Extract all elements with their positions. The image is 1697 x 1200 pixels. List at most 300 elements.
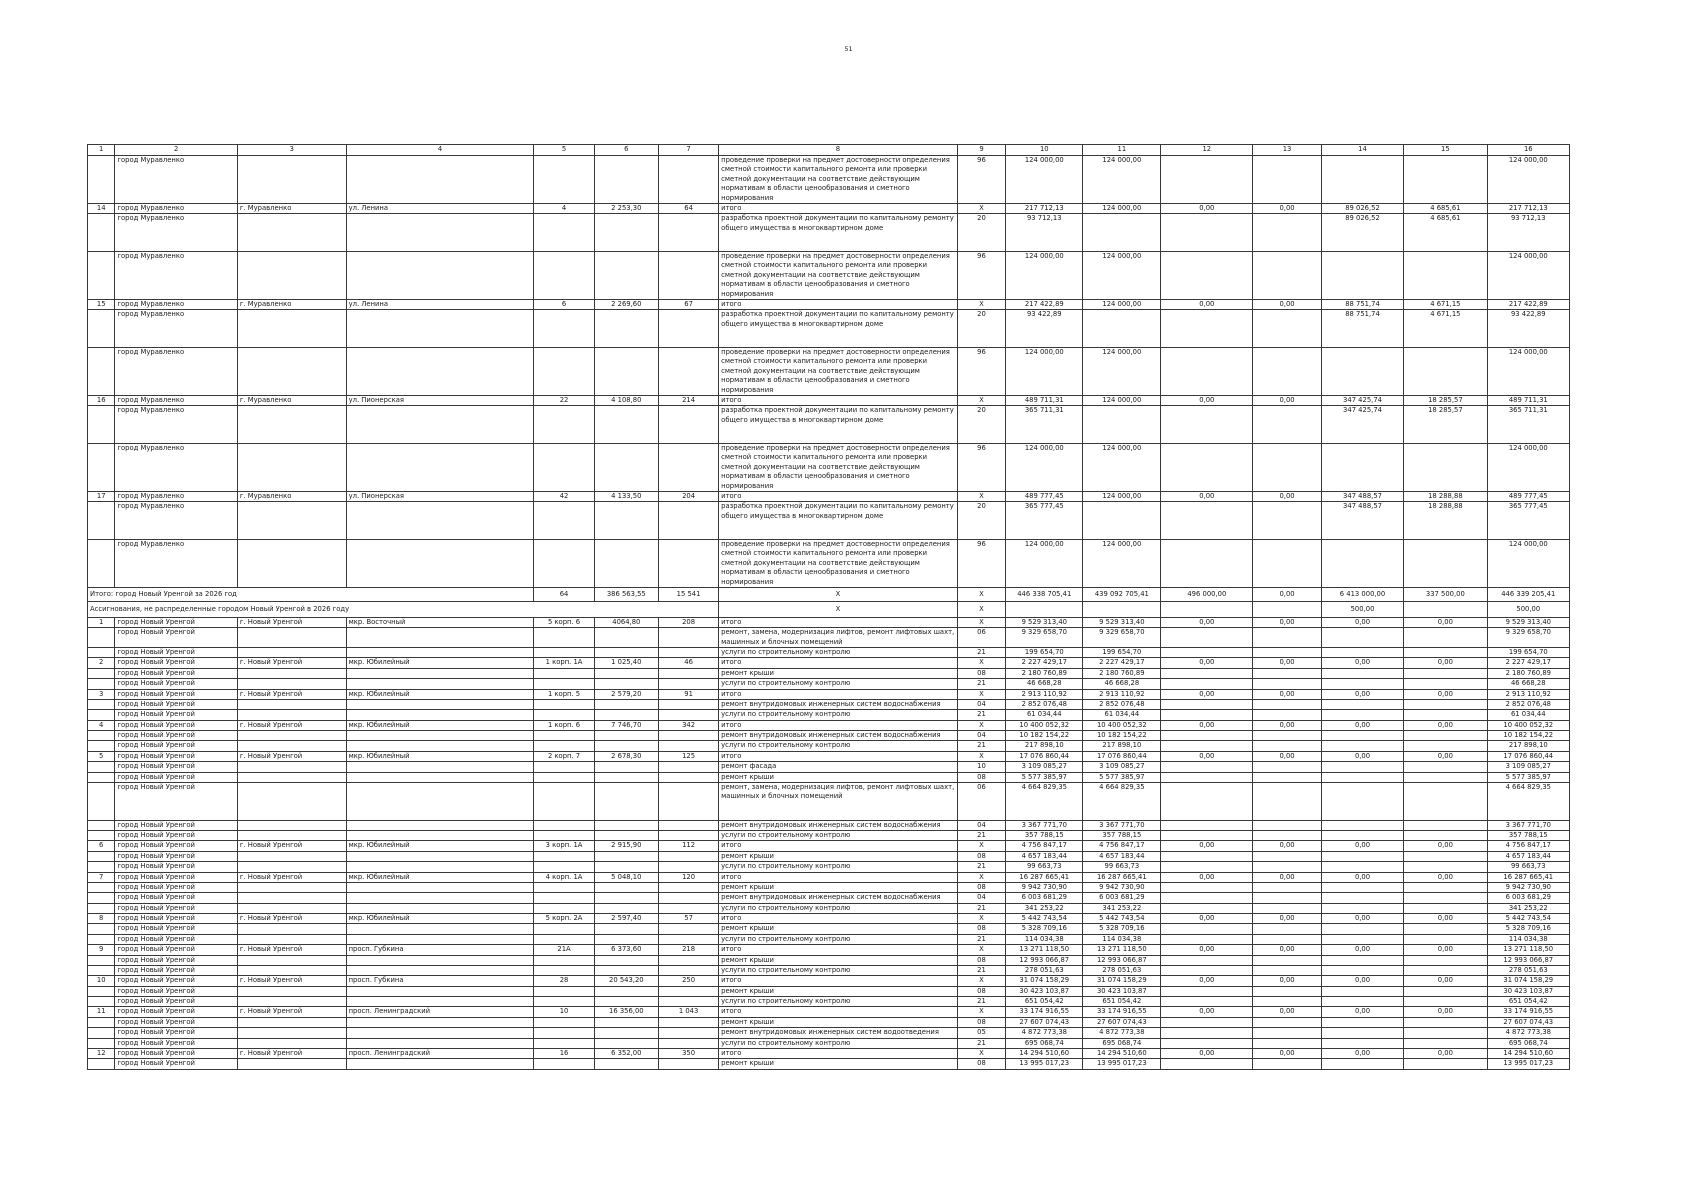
work-item-row [88,851,1570,861]
work-item-row [88,214,1570,252]
residents [659,862,719,872]
source-3: 0,00 [1253,395,1322,405]
work-item-row [88,444,1570,492]
municipality: город Новый Уренгой [115,741,237,751]
area [594,924,658,934]
source-1: 4 657 183,44 [1083,851,1161,861]
street [346,731,534,741]
work-type: услуги по строительному контролю [719,648,958,658]
house-number: 16 [534,1048,594,1058]
source-5: 0,00 [1404,689,1487,699]
source-4 [1321,820,1403,830]
residents [659,214,719,252]
source-3 [1253,1017,1322,1027]
work-code: 10 [957,762,1006,772]
source-3 [1253,668,1322,678]
work-type: разработка проектной документации по капитальному ремонту общего имущества в многоквартирном доме [719,214,958,252]
settlement: г. Новый Уренгой [237,872,346,882]
work-code: 96 [957,252,1006,300]
area: 20 543,20 [594,976,658,986]
source-2: 0,00 [1161,841,1253,851]
source-1: 5 442 743,54 [1083,914,1161,924]
row-number: 12 [88,1048,115,1058]
source-1: 4 664 829,35 [1083,782,1161,820]
street: мкр. Юбилейный [346,872,534,882]
column-number-12: 12 [1161,145,1253,156]
municipality: город Новый Уренгой [115,997,237,1007]
source-4: 88 751,74 [1321,299,1403,309]
source-5: 18 288,88 [1404,491,1487,501]
source-4: 347 425,74 [1321,406,1403,444]
row-number [88,628,115,648]
column-number-3: 3 [237,145,346,156]
source-3 [1253,772,1322,782]
grand-total: 489 777,45 [1487,491,1569,501]
residents [659,444,719,492]
source-4: 0,00 [1321,976,1403,986]
work-code: 05 [957,1028,1006,1038]
row-number: 6 [88,841,115,851]
work-item-row [88,310,1570,348]
residents [659,679,719,689]
source-2 [1161,668,1253,678]
total-cost: 10 400 052,32 [1006,720,1083,730]
source-4: 347 425,74 [1321,395,1403,405]
house-number: 42 [534,491,594,501]
house-summary-row [88,617,1570,627]
source-5 [1404,1038,1487,1048]
residents: 342 [659,720,719,730]
street [346,772,534,782]
source-2: 0,00 [1161,491,1253,501]
residents [659,965,719,975]
source-2 [1161,1028,1253,1038]
grand-total: 2 227 429,17 [1487,658,1569,668]
house-summary-row [88,203,1570,213]
settlement [237,348,346,396]
settlement [237,310,346,348]
work-item-row [88,741,1570,751]
source-2 [1161,882,1253,892]
row-number: 15 [88,299,115,309]
area [594,444,658,492]
source-3: 0,00 [1253,299,1322,309]
source-3 [1253,741,1322,751]
house-number: 5 корп. 2А [534,914,594,924]
source-5: 0,00 [1404,841,1487,851]
source-3 [1253,934,1322,944]
source-1 [1083,406,1161,444]
source-2 [1161,772,1253,782]
source-2 [1161,782,1253,820]
work-code: 21 [957,934,1006,944]
grand-total: 278 051,63 [1487,965,1569,975]
source-2 [1161,831,1253,841]
total-cost: 6 003 681,29 [1006,893,1083,903]
total-cost: 357 788,15 [1006,831,1083,841]
work-type: услуги по строительному контролю [719,1038,958,1048]
work-code: 20 [957,310,1006,348]
source-2 [1161,601,1253,617]
residents: 204 [659,491,719,501]
source-4: 500,00 [1321,601,1403,617]
source-2 [1161,903,1253,913]
source-1: 46 668,28 [1083,679,1161,689]
municipality: город Новый Уренгой [115,710,237,720]
source-1: 2 227 429,17 [1083,658,1161,668]
street: ул. Ленина [346,299,534,309]
work-type: ремонт крыши [719,955,958,965]
work-item-row [88,882,1570,892]
house-number [534,924,594,934]
area: 4 133,50 [594,491,658,501]
house-number: 1 корп. 6 [534,720,594,730]
street [346,955,534,965]
work-type: разработка проектной документации по капитальному ремонту общего имущества в многоквартирном доме [719,502,958,540]
house-number: 3 корп. 1А [534,841,594,851]
row-number [88,679,115,689]
source-4: 0,00 [1321,720,1403,730]
total-cost: 93 422,89 [1006,310,1083,348]
source-3 [1253,820,1322,830]
grand-total: 3 109 085,27 [1487,762,1569,772]
work-code: 04 [957,893,1006,903]
street [346,699,534,709]
street: мкр. Юбилейный [346,720,534,730]
source-2 [1161,1059,1253,1069]
source-1: 9 942 730,90 [1083,882,1161,892]
source-5: 0,00 [1404,658,1487,668]
work-type: ремонт внутридомовых инженерных систем водоснабжения [719,699,958,709]
municipality: город Новый Уренгой [115,965,237,975]
total-cost: 46 668,28 [1006,679,1083,689]
source-4 [1321,862,1403,872]
source-3: 0,00 [1253,587,1322,601]
house-number: 1 корп. 1А [534,658,594,668]
source-1: 17 076 860,44 [1083,751,1161,761]
source-4 [1321,648,1403,658]
work-type: итого [719,689,958,699]
work-item-row [88,955,1570,965]
house-number [534,862,594,872]
work-type: итого [719,945,958,955]
source-3 [1253,648,1322,658]
house-number [534,782,594,820]
work-item-row [88,924,1570,934]
source-1: 439 092 705,41 [1083,587,1161,601]
row-number: 17 [88,491,115,501]
area [594,710,658,720]
work-type: разработка проектной документации по капитальному ремонту общего имущества в многоквартирном доме [719,310,958,348]
source-5 [1404,924,1487,934]
source-2 [1161,540,1253,588]
total-cost: 33 174 916,55 [1006,1007,1083,1017]
source-3 [1253,782,1322,820]
source-3 [1253,731,1322,741]
area [594,965,658,975]
total-cost: 199 654,70 [1006,648,1083,658]
residents: 208 [659,617,719,627]
source-1 [1083,310,1161,348]
residents [659,882,719,892]
source-5: 0,00 [1404,945,1487,955]
grand-total: 93 712,13 [1487,214,1569,252]
area: 2 269,60 [594,299,658,309]
residents [659,699,719,709]
source-4 [1321,741,1403,751]
street: просп. Губкина [346,945,534,955]
source-5 [1404,601,1487,617]
area [594,252,658,300]
street [346,214,534,252]
residents [659,955,719,965]
settlement [237,502,346,540]
total-cost: 217 422,89 [1006,299,1083,309]
work-type: итого [719,395,958,405]
grand-total: 365 777,45 [1487,502,1569,540]
column-number-2: 2 [115,145,237,156]
grand-total: 4 664 829,35 [1487,782,1569,820]
source-1: 357 788,15 [1083,831,1161,841]
area [594,406,658,444]
source-3 [1253,699,1322,709]
source-5 [1404,628,1487,648]
source-5 [1404,1059,1487,1069]
house-number [534,955,594,965]
grand-total: 2 913 110,92 [1487,689,1569,699]
residents [659,156,719,204]
street: мкр. Восточный [346,617,534,627]
street: ул. Пионерская [346,395,534,405]
row-number: 9 [88,945,115,955]
source-1: 124 000,00 [1083,395,1161,405]
source-3: 0,00 [1253,720,1322,730]
municipality: город Новый Уренгой [115,720,237,730]
table-body [88,145,1570,1070]
work-code: 06 [957,628,1006,648]
source-4 [1321,444,1403,492]
area [594,997,658,1007]
settlement [237,1059,346,1069]
source-4 [1321,1028,1403,1038]
source-2 [1161,934,1253,944]
street [346,965,534,975]
source-3 [1253,924,1322,934]
municipality: город Новый Уренгой [115,882,237,892]
area [594,882,658,892]
house-number [534,1028,594,1038]
source-2 [1161,731,1253,741]
work-item-row [88,893,1570,903]
street [346,502,534,540]
residents: 120 [659,872,719,882]
source-4: 89 026,52 [1321,203,1403,213]
source-2 [1161,965,1253,975]
work-code: X [957,976,1006,986]
row-number [88,1038,115,1048]
house-number [534,903,594,913]
house-number [534,851,594,861]
grand-total: 651 054,42 [1487,997,1569,1007]
source-3 [1253,601,1322,617]
total-cost: 61 034,44 [1006,710,1083,720]
work-type: проведение проверки на предмет достоверности определения сметной стоимости капитального ремонта или проверки сметной документации на соответствие действующим нормативам в области ценообразования и сметного нормирования [719,348,958,396]
column-number-15: 15 [1404,145,1487,156]
source-4: 0,00 [1321,751,1403,761]
work-type: услуги по строительному контролю [719,741,958,751]
source-4 [1321,762,1403,772]
row-number [88,903,115,913]
source-4 [1321,893,1403,903]
work-item-row [88,648,1570,658]
street [346,831,534,841]
source-1: 5 328 709,16 [1083,924,1161,934]
municipality: город Новый Уренгой [115,841,237,851]
source-4 [1321,628,1403,648]
grand-total: 365 711,31 [1487,406,1569,444]
source-1: 341 253,22 [1083,903,1161,913]
residents: 350 [659,1048,719,1058]
municipality: город Новый Уренгой [115,751,237,761]
source-5 [1404,1028,1487,1038]
house-number [534,628,594,648]
municipality: город Муравленко [115,156,237,204]
house-number [534,348,594,396]
work-code: 20 [957,406,1006,444]
total-cost: 124 000,00 [1006,540,1083,588]
row-number [88,986,115,996]
grand-total: 4 872 773,38 [1487,1028,1569,1038]
source-2: 0,00 [1161,1048,1253,1058]
municipality: город Новый Уренгой [115,1007,237,1017]
settlement [237,782,346,820]
source-1: 61 034,44 [1083,710,1161,720]
house-number: 6 [534,299,594,309]
row-number [88,1028,115,1038]
area [594,903,658,913]
settlement: г. Муравленко [237,203,346,213]
source-1: 10 182 154,22 [1083,731,1161,741]
work-code: 21 [957,741,1006,751]
settlement [237,882,346,892]
area: 2 253,30 [594,203,658,213]
area [594,668,658,678]
grand-total: 33 174 916,55 [1487,1007,1569,1017]
street [346,820,534,830]
work-code: X [957,299,1006,309]
settlement: г. Новый Уренгой [237,914,346,924]
street [346,882,534,892]
work-type: ремонт крыши [719,1017,958,1027]
municipality: город Новый Уренгой [115,945,237,955]
row-number: 11 [88,1007,115,1017]
settlement [237,893,346,903]
source-2 [1161,851,1253,861]
grand-total: 124 000,00 [1487,156,1569,204]
column-number-13: 13 [1253,145,1322,156]
residents [659,772,719,782]
house-summary-row [88,299,1570,309]
column-number-7: 7 [659,145,719,156]
total-cost: 4 664 829,35 [1006,782,1083,820]
municipality: город Новый Уренгой [115,914,237,924]
house-summary-row [88,872,1570,882]
source-2: 0,00 [1161,299,1253,309]
source-5: 4 685,61 [1404,203,1487,213]
row-number [88,348,115,396]
municipality: город Новый Уренгой [115,628,237,648]
house-summary-row [88,1007,1570,1017]
grand-total: 4 657 183,44 [1487,851,1569,861]
residents [659,406,719,444]
total-cost: 9 942 730,90 [1006,882,1083,892]
row-number [88,820,115,830]
work-code: 04 [957,731,1006,741]
house-number [534,1059,594,1069]
residents [659,903,719,913]
row-number [88,710,115,720]
settlement [237,997,346,1007]
municipality: город Новый Уренгой [115,699,237,709]
total-cost: 217 712,13 [1006,203,1083,213]
residents [659,1028,719,1038]
grand-total: 357 788,15 [1487,831,1569,841]
area: 4064,80 [594,617,658,627]
source-1: 9 529 313,40 [1083,617,1161,627]
source-3 [1253,252,1322,300]
row-number [88,502,115,540]
municipality: город Новый Уренгой [115,679,237,689]
street [346,710,534,720]
source-2: 0,00 [1161,1007,1253,1017]
work-code: 96 [957,444,1006,492]
row-number [88,862,115,872]
residents [659,782,719,820]
grand-total: 17 076 860,44 [1487,751,1569,761]
work-type: проведение проверки на предмет достоверности определения сметной стоимости капитального ремонта или проверки сметной документации на соответствие действующим нормативам в области ценообразования и сметного нормирования [719,444,958,492]
source-4: 89 026,52 [1321,214,1403,252]
area: 2 678,30 [594,751,658,761]
source-2: 0,00 [1161,658,1253,668]
column-number-1: 1 [88,145,115,156]
source-4 [1321,699,1403,709]
work-type: ремонт крыши [719,882,958,892]
column-number-6: 6 [594,145,658,156]
total-cost [1006,601,1083,617]
source-5: 0,00 [1404,617,1487,627]
house-number: 21А [534,945,594,955]
work-item-row [88,997,1570,1007]
source-2 [1161,1017,1253,1027]
street [346,934,534,944]
source-4: 0,00 [1321,945,1403,955]
house-number: 22 [534,395,594,405]
municipality: город Новый Уренгой [115,658,237,668]
settlement [237,679,346,689]
grand-total: 124 000,00 [1487,540,1569,588]
row-number [88,310,115,348]
source-1: 30 423 103,87 [1083,986,1161,996]
work-code: X [957,395,1006,405]
street [346,986,534,996]
source-2: 0,00 [1161,395,1253,405]
source-4: 88 751,74 [1321,310,1403,348]
work-code: 08 [957,772,1006,782]
source-5 [1404,862,1487,872]
residents [659,252,719,300]
source-4: 0,00 [1321,1048,1403,1058]
grand-total: 10 182 154,22 [1487,731,1569,741]
